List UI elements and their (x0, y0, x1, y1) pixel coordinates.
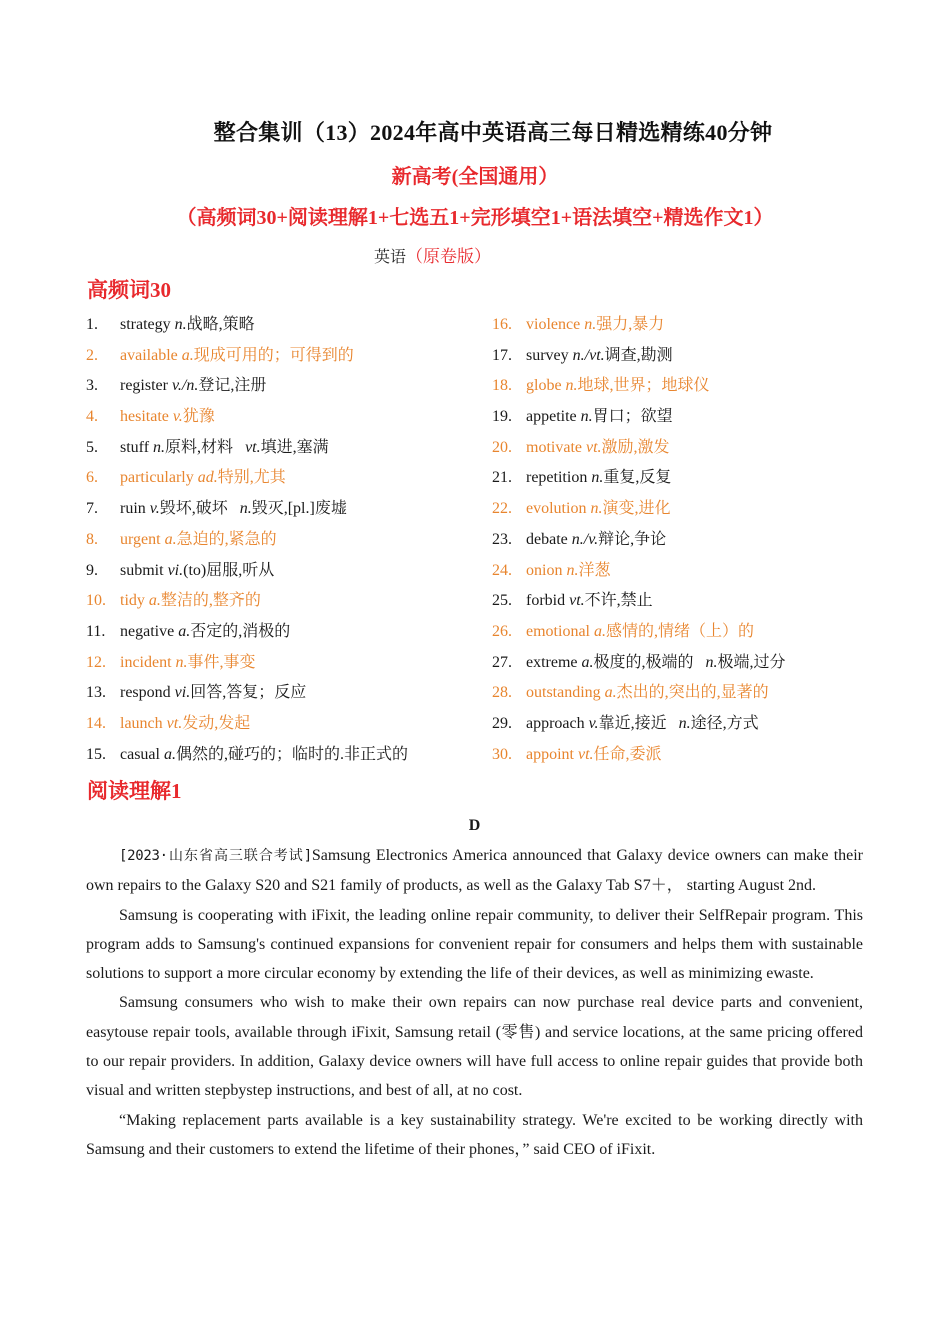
vocab-number: 29. (492, 714, 512, 732)
vocab-part-of-speech: v. (172, 408, 183, 426)
vocab-number: 23. (492, 530, 512, 548)
vocab-part-of-speech: vi. (167, 561, 184, 579)
vocab-part-of-speech: a. (164, 530, 177, 548)
passage-paragraph-1-text: Samsung Electronics America announced that Galaxy device owners can make their own repairs to the Galaxy S20 and S21 family of products, as well as the Galaxy Tab S7＋， starting August 2nd. (86, 847, 864, 895)
vocab-word: submit (120, 561, 168, 579)
vocab-item (86, 525, 486, 556)
vocab-word: violence (526, 316, 585, 333)
vocab-meaning: 发动,发起 (182, 714, 251, 732)
vocab-word: respond (120, 684, 175, 702)
vocab-number: 3. (86, 377, 98, 395)
vocab-item (86, 402, 486, 433)
vocab-word: launch (120, 714, 167, 732)
vocab-word: evolution (526, 500, 591, 518)
vocab-number: 17. (492, 346, 512, 364)
vocab-number: 22. (492, 500, 512, 518)
vocab-part-of-speech: n. (565, 377, 578, 395)
vocab-number: 8. (86, 530, 98, 548)
vocab-word: negative (120, 622, 179, 640)
vocab-number: 28. (492, 684, 512, 702)
vocab-number: 19. (492, 408, 512, 426)
vocab-number: 30. (492, 745, 512, 763)
vocab-number: 6. (86, 469, 98, 487)
vocab-number: 20. (492, 438, 512, 456)
vocab-part-of-speech: a. (148, 592, 161, 610)
vocab-item (492, 556, 882, 587)
vocab-meaning: 毁坏,破坏 (159, 500, 240, 518)
vocab-meaning: 急迫的,紧急的 (176, 530, 277, 548)
vocab-word: extreme (526, 653, 582, 671)
vocab-meaning: 胃口；欲望 (592, 408, 673, 426)
vocab-part-of-speech: n. (590, 500, 603, 518)
vocab-meaning: 登记,注册 (198, 377, 267, 395)
subtitle-region: 新高考(全国通用） (391, 166, 559, 188)
passage-paragraph-2: Samsung is cooperating with iFixit, the leading online repair community, to deliver their SelfRepair program. This program adds to Samsung's continued expansions for convenient repair for consumers and helps them with sustainable solutions to support a more circular economy by extending the life of their devices, as well as minimizing ewaste. (86, 906, 863, 983)
vocab-word: ruin (120, 500, 150, 518)
subtitle-contents: （高频词30+阅读理解1+七选五1+完形填空1+语法填空+精选作文1） (176, 207, 774, 229)
vocab-part-of-speech: vt. (166, 714, 183, 732)
vocab-word: register (120, 377, 172, 395)
vocab-part-of-speech: n. (239, 500, 252, 518)
vocab-number: 11. (86, 622, 106, 640)
vocab-meaning: 战略,策略 (186, 316, 255, 333)
vocab-meaning: (to)屈服,听从 (183, 561, 275, 579)
vocab-item (492, 648, 882, 679)
vocab-word: approach (526, 714, 589, 732)
vocab-item (86, 433, 486, 464)
vocab-part-of-speech: n. (566, 561, 579, 579)
vocab-word: forbid (526, 592, 570, 610)
vocab-number: 5. (86, 438, 98, 456)
vocab-meaning: 事件,事变 (187, 653, 256, 671)
vocab-number: 7. (86, 500, 98, 518)
page-title: 整合集训（13）2024年高中英语高三每日精选精练40分钟 (213, 120, 773, 145)
vocab-list-right (492, 310, 882, 770)
vocab-item (86, 648, 486, 679)
reading-heading: 阅读理解1 (87, 779, 182, 803)
vocab-word: onion (526, 561, 567, 579)
vocab-item (86, 740, 486, 771)
vocab-part-of-speech: a. (604, 684, 617, 702)
vocab-word: urgent (120, 530, 165, 548)
vocab-part-of-speech: vt. (578, 745, 594, 763)
vocab-part-of-speech: v. (149, 500, 160, 518)
vocab-meaning: 调查,勘测 (604, 346, 673, 364)
vocab-meaning: 感情的,情绪（上）的 (605, 622, 754, 640)
passage-paragraph-4: “Making replacement parts available is a key sustainability strategy. We're excited to be working directly with Samsung and their customers to extend the lifetime of their phones，” said CEO of iFixit. (86, 1111, 863, 1158)
vocab-meaning: 犹豫 (182, 408, 215, 426)
vocab-word: repetition (526, 469, 592, 487)
reading-passage (86, 813, 863, 1164)
vocab-word: appetite (526, 408, 581, 426)
vocab-meaning: 极度的,极端的 (593, 653, 706, 671)
vocab-word: hesitate (120, 408, 173, 426)
vocab-number: 16. (492, 316, 512, 333)
vocab-meaning: 偶然的,碰巧的；临时的.非正式的 (175, 745, 408, 763)
vocab-word: incident (120, 653, 176, 671)
vocab-part-of-speech: n./vt. (572, 346, 605, 364)
vocab-part-of-speech: n. (584, 316, 597, 333)
vocab-part-of-speech: n. (591, 469, 604, 487)
vocab-number: 10. (86, 592, 106, 610)
vocab-word: survey (526, 346, 573, 364)
vocab-item (86, 556, 486, 587)
vocab-meaning: 地球,世界；地球仪 (577, 377, 710, 395)
vocab-number: 26. (492, 622, 512, 640)
vocab-item (492, 709, 882, 740)
vocab-part-of-speech: n. (153, 438, 166, 456)
vocab-item (492, 617, 882, 648)
vocab-meaning: 填进,塞满 (260, 438, 329, 456)
vocab-item (86, 463, 486, 494)
vocab-item (492, 740, 882, 771)
vocab-meaning: 极端,过分 (717, 653, 786, 671)
vocab-number: 24. (492, 561, 512, 579)
vocab-item (492, 678, 882, 709)
vocab-number: 9. (86, 561, 98, 579)
vocab-item (86, 341, 486, 372)
vocab-number: 18. (492, 377, 512, 395)
vocab-item (86, 310, 486, 341)
vocab-part-of-speech: a. (181, 346, 194, 364)
passage-label: D (468, 817, 481, 834)
edition-line (374, 242, 491, 267)
vocab-item (492, 463, 882, 494)
vocab-part-of-speech: ad. (197, 469, 218, 487)
vocab-meaning: 演变,进化 (602, 500, 671, 518)
vocab-word: emotional (526, 622, 594, 640)
vocab-heading: 高频词30 (87, 278, 171, 302)
vocab-item (492, 341, 882, 372)
vocab-meaning: 特别,尤其 (217, 469, 286, 487)
vocab-meaning: 杰出的,突出的,显著的 (616, 684, 769, 702)
vocab-part-of-speech: v. (588, 714, 599, 732)
vocab-part-of-speech: n./v. (571, 530, 599, 548)
vocab-item (86, 494, 486, 525)
vocab-part-of-speech: v./n. (171, 377, 199, 395)
vocab-meaning: 途径,方式 (690, 714, 759, 732)
vocab-part-of-speech: vt. (585, 438, 602, 456)
vocab-part-of-speech: a. (581, 653, 594, 671)
vocab-number: 1. (86, 316, 98, 333)
vocab-meaning: 毁灭,[pl.]废墟 (251, 500, 347, 518)
vocab-word: strategy (120, 316, 175, 333)
vocab-number: 2. (86, 346, 98, 364)
passage-paragraph-1 (86, 841, 863, 901)
vocab-word: debate (526, 530, 572, 548)
vocab-part-of-speech: n. (175, 653, 188, 671)
vocab-number: 13. (86, 684, 106, 702)
vocab-item (86, 678, 486, 709)
vocab-number: 14. (86, 714, 106, 732)
vocab-item (492, 371, 882, 402)
vocab-part-of-speech: n. (705, 653, 718, 671)
vocab-item (492, 586, 882, 617)
vocab-part-of-speech: vt. (245, 438, 261, 456)
vocab-word: casual (120, 745, 164, 763)
vocab-meaning: 现成可用的；可得到的 (193, 346, 354, 364)
vocab-word: tidy (120, 592, 149, 610)
vocab-meaning: 不许,禁止 (584, 592, 653, 610)
vocab-item (492, 494, 882, 525)
vocab-number: 27. (492, 653, 512, 671)
vocab-number: 25. (492, 592, 512, 610)
vocab-word: available (120, 346, 182, 364)
vocab-item (86, 586, 486, 617)
vocab-part-of-speech: vt. (569, 592, 585, 610)
vocab-item (86, 617, 486, 648)
vocab-meaning: 靠近,接近 (598, 714, 679, 732)
vocab-item (86, 709, 486, 740)
vocab-part-of-speech: n. (678, 714, 691, 732)
vocab-number: 12. (86, 653, 106, 671)
edition-tag: （原卷版） (406, 247, 492, 266)
vocab-item (492, 525, 882, 556)
vocab-number: 15. (86, 745, 106, 763)
vocab-meaning: 强力,暴力 (596, 316, 665, 333)
vocab-word: appoint (526, 745, 578, 763)
edition-label: 英语 (374, 249, 407, 266)
vocab-part-of-speech: vi. (174, 684, 191, 702)
passage-source: [2023·山东省高三联合考试] (119, 848, 312, 864)
vocab-word: stuff (120, 438, 154, 456)
vocab-number: 4. (86, 408, 98, 426)
vocab-number: 21. (492, 469, 512, 487)
vocab-part-of-speech: a. (593, 622, 606, 640)
vocab-part-of-speech: n. (580, 408, 593, 426)
passage-paragraph-3: Samsung consumers who wish to make their own repairs can now purchase real device parts and convenient, easytouse repair tools, available through iFixit, Samsung retail (零售) and service locations, at the same pricing offered to our repair providers. In addition, Galaxy device owners will have full access to online repair guides that provide both visual and written stepbystep instructions, and best of all, at no cost. (86, 994, 863, 1100)
vocab-meaning: 洋葱 (578, 561, 611, 579)
vocab-part-of-speech: a. (178, 622, 191, 640)
vocab-item (492, 433, 882, 464)
vocab-meaning: 任命,委派 (593, 745, 662, 763)
vocab-meaning: 原料,材料 (165, 438, 246, 456)
vocab-meaning: 回答,答复；反应 (190, 684, 307, 702)
vocab-meaning: 重复,反复 (603, 469, 672, 487)
vocab-meaning: 激励,激发 (601, 438, 670, 456)
vocab-meaning: 整洁的,整齐的 (160, 592, 261, 610)
vocab-word: outstanding (526, 684, 605, 702)
vocab-word: motivate (526, 438, 586, 456)
vocab-item (492, 402, 882, 433)
vocab-list-left (86, 310, 486, 770)
vocab-meaning: 辩论,争论 (598, 530, 667, 548)
vocab-item (492, 310, 882, 341)
vocab-word: particularly (120, 469, 198, 487)
vocab-part-of-speech: n. (174, 316, 187, 333)
vocab-part-of-speech: a. (163, 745, 176, 763)
vocab-meaning: 否定的,消极的 (190, 622, 291, 640)
vocab-item (86, 371, 486, 402)
vocab-word: globe (526, 377, 566, 395)
